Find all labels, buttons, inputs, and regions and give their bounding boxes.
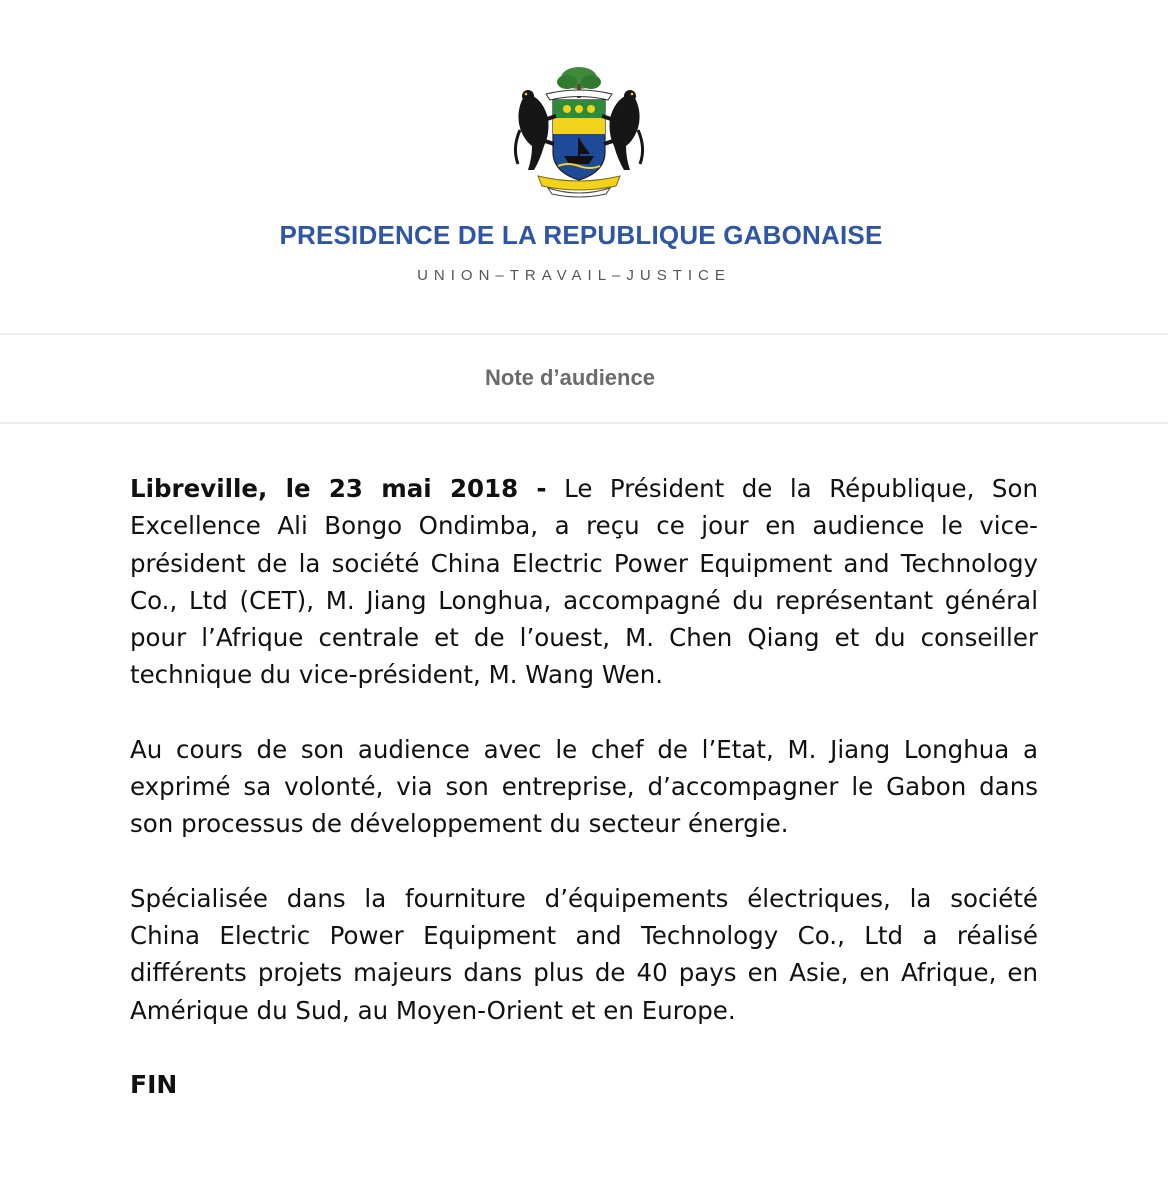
document-body <box>130 470 1038 1066</box>
divider-bottom <box>0 422 1168 424</box>
paragraph-3: Spécialisée dans la fourniture d’équipements électriques, la société China Electric Power Equipment and Technology Co., Ltd a réalisé différents projets majeurs dans plus de 40 pays en Asie, en Afrique, en Amérique du Sud, au Moyen-Orient et en Europe. <box>130 883 1038 1025</box>
paragraph-1-text: Le Président de la République, Son Excellence Ali Bongo Ondimba, a reçu ce jour en audience le vice-président de la société China Electric Power Equipment and Technology Co., Ltd (CET), M. Jiang Longhua, accompagné du représentant général pour l’Afrique centrale et de l’ouest, M. Chen Qiang et du conseiller technique du vice-président, M. Wang Wen. <box>130 474 1038 690</box>
national-motto: UNION–TRAVAIL–JUSTICE <box>417 267 731 284</box>
organization-title: PRESIDENCE DE LA REPUBLIQUE GABONAISE <box>279 220 883 250</box>
end-mark: FIN <box>130 1070 178 1099</box>
divider-top <box>0 333 1168 335</box>
document-type: Note d’audience <box>485 365 655 390</box>
paragraph-2: Au cours de son audience avec le chef de l’Etat, M. Jiang Longhua a exprimé sa volonté, via son entreprise, d’accompagner le Gabon dans son processus de développement du secteur énergie. <box>130 734 1038 839</box>
gabon-coat-of-arms-icon <box>498 60 660 200</box>
dateline: Libreville, le 23 mai 2018 - <box>130 474 547 503</box>
paragraph-1 <box>130 470 1038 694</box>
